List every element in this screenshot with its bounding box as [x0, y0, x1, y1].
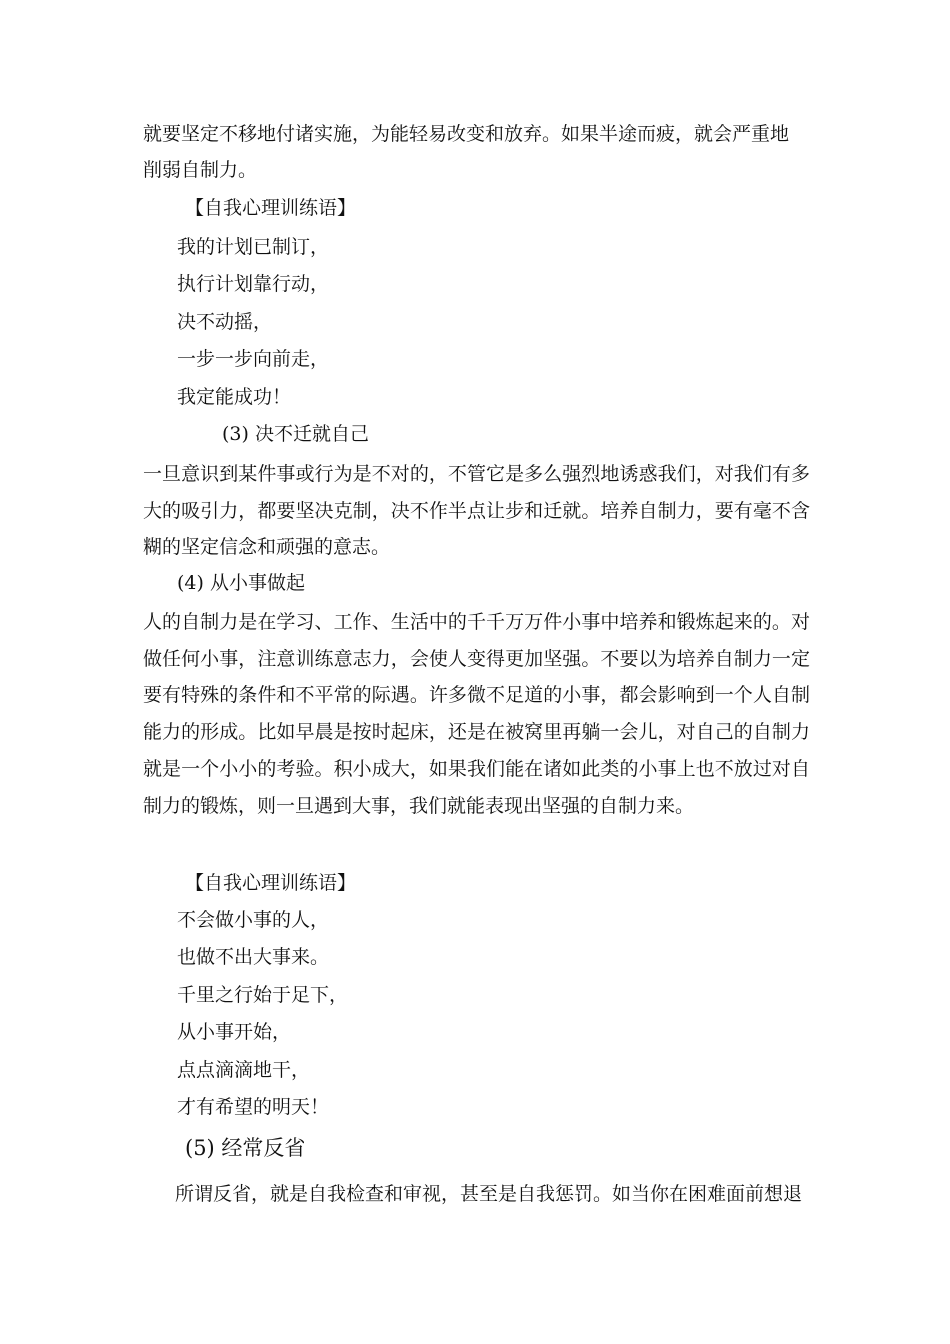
paragraph-line: 所谓反省，就是自我检查和审视，甚至是自我惩罚。如当你在困难面前想退 [175, 1183, 803, 1205]
paragraph: 一旦意识到某件事或行为是不对的，不管它是多么强烈地诱惑我们，对我们有多大的吸引力，都要坚决克制，决不作半点让步和迁就。培养自制力，要有毫不含糊的坚定信念和顽强的意志。 [143, 463, 810, 559]
verse-line: 才有希望的明天！ [177, 1096, 330, 1118]
section-heading: (5) 经常反省 [185, 1136, 306, 1160]
verse-line: 决不动摇， [177, 311, 273, 333]
section-heading: (3) 决不迁就自己 [222, 423, 369, 445]
verse-line: 一步一步向前走， [177, 348, 330, 370]
verse-line: 千里之行始于足下， [177, 984, 349, 1006]
verse-line: 从小事开始， [177, 1021, 292, 1043]
verse-line: 我的计划已制订， [177, 236, 330, 258]
verse-line: 我定能成功！ [177, 386, 292, 408]
verse-line: 执行计划靠行动， [177, 273, 330, 295]
training-phrase-title: 【自我心理训练语】 [185, 197, 357, 219]
training-phrase-title: 【自我心理训练语】 [185, 872, 357, 894]
paragraph-line: 就要坚定不移地付诸实施，为能轻易改变和放弃。如果半途而疲，就会严重地 [143, 123, 790, 145]
verse-line: 也做不出大事来。 [177, 946, 330, 968]
paragraph-line: 削弱自制力。 [143, 159, 258, 181]
paragraph: 人的自制力是在学习、工作、生活中的千千万万件小事中培养和锻炼起来的。对做任何小事，注意训练意志力，会使人变得更加坚强。不要以为培养自制力一定要有特殊的条件和不平常的际遇。许多微不足道的小事，都会影响到一个人自制能力的形成。比如早晨是按时起床，还是在被窝里再躺一会儿，对自己的自制力就是一个小小的考验。积小成大，如果我们能在诸如此类的小事上也不放过对自制力的锻炼，则一旦遇到大事，我们就能表现出坚强的自制力来。 [143, 611, 810, 817]
verse-line: 不会做小事的人， [177, 909, 330, 931]
verse-line: 点点滴滴地干， [177, 1059, 311, 1081]
section-heading: (4) 从小事做起 [177, 572, 305, 594]
